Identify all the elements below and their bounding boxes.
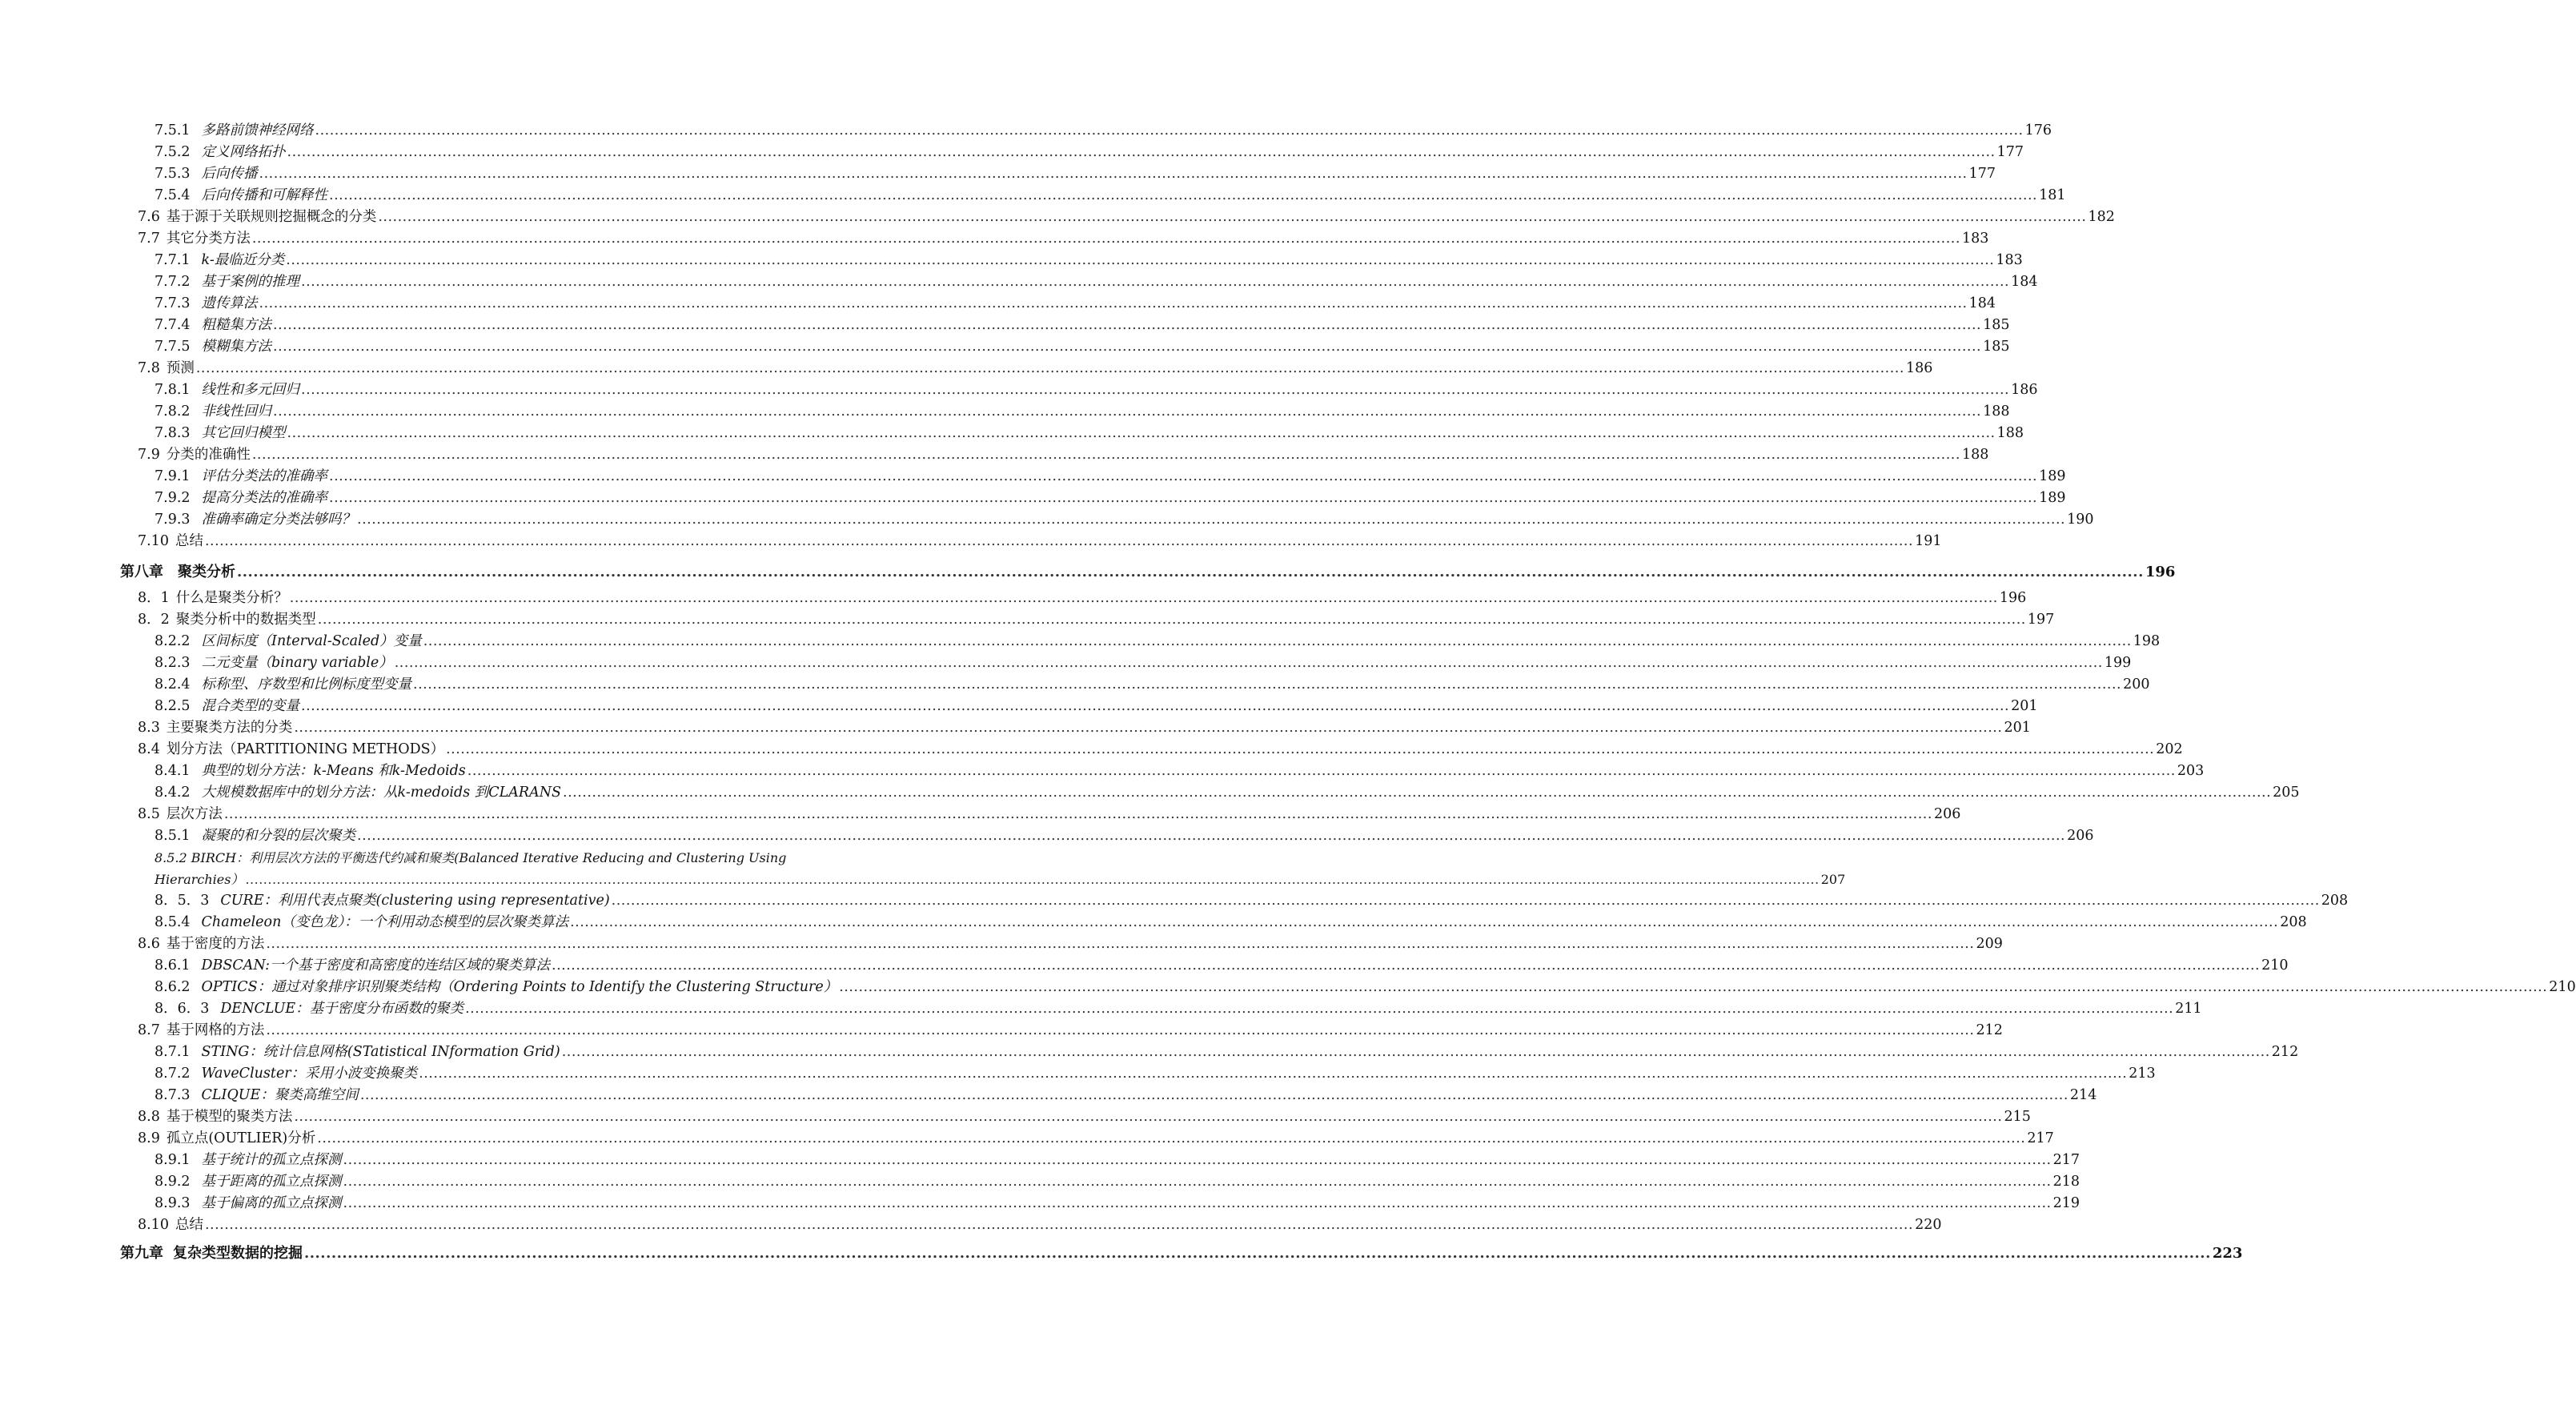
dot-leader — [266, 1020, 1974, 1042]
dot-leader — [378, 207, 2086, 228]
entry-title: 准确率确定分类法够吗？ — [201, 512, 356, 528]
entry-number: 7.5.1 — [154, 122, 191, 138]
toc-entry[interactable] — [120, 782, 2300, 804]
chapter-number: 第九章 — [120, 1245, 163, 1262]
dot-leader — [467, 761, 2176, 782]
page-number: 212 — [2271, 1044, 2299, 1060]
toc-entry[interactable] — [120, 185, 2066, 207]
entry-title: STING：统计信息网格(STatistical INformation Grid) — [201, 1044, 560, 1060]
entry-title: 提高分类法的准确率 — [201, 490, 328, 506]
toc-entry[interactable] — [120, 825, 2094, 847]
entry-title: 孤立点(OUTLIER)分析 — [166, 1130, 316, 1146]
entry-title: 后向传播 — [201, 166, 258, 182]
page-number: 183 — [1961, 231, 1989, 247]
entry-number: 8.4.1 — [154, 763, 191, 779]
entry-title: 定义网络拓扑 — [201, 144, 286, 160]
toc-entry[interactable] — [120, 890, 2349, 912]
entry-title: 层次方法 — [166, 806, 223, 822]
page-number: 188 — [1961, 447, 1989, 463]
page-number: 212 — [1976, 1022, 2003, 1038]
entry-number: 8.8 — [138, 1109, 160, 1125]
page-number: 220 — [1915, 1217, 1942, 1233]
entry-number: 8.9.1 — [154, 1152, 191, 1168]
page-number: 206 — [2067, 828, 2094, 844]
dot-leader — [286, 250, 1994, 271]
entry-title: 预测 — [166, 360, 195, 376]
page-number: 219 — [2052, 1195, 2080, 1211]
entry-title: 评估分类法的准确率 — [201, 468, 328, 484]
entry-title: CLIQUE：聚类高维空间 — [201, 1087, 359, 1103]
toc-entry[interactable] — [120, 1085, 2097, 1106]
entry-title: 其它分类方法 — [166, 231, 251, 247]
page-number: 217 — [2027, 1130, 2054, 1146]
page-number: 185 — [1983, 339, 2010, 355]
page-number: 206 — [1933, 806, 1961, 822]
entry-title: 基于距离的孤立点探测 — [201, 1174, 342, 1190]
page-number: 181 — [2039, 187, 2066, 203]
toc-group-chapter8-part2 — [120, 890, 2576, 1236]
entry-number: 8.6 — [138, 936, 160, 952]
toc-entry[interactable] — [120, 466, 2066, 488]
page-number: 182 — [2088, 209, 2115, 225]
toc-entry[interactable] — [120, 1193, 2080, 1214]
entry-title: CURE：利用代表点聚类(clustering using representative) — [220, 893, 610, 909]
toc-entry[interactable] — [120, 717, 2031, 739]
dot-leader — [287, 142, 1996, 163]
page-number: 197 — [2027, 612, 2055, 628]
entry-title: 粗糙集方法 — [201, 317, 272, 333]
table-of-contents — [120, 120, 2576, 1269]
entry-number: 8.5.1 — [154, 828, 191, 844]
toc-entry[interactable] — [120, 1128, 2054, 1150]
entry-title: 总结 — [175, 533, 203, 549]
entry-number: 8.7.3 — [154, 1087, 191, 1103]
dot-leader — [237, 556, 2144, 588]
entry-title: 基于网格的方法 — [166, 1022, 265, 1038]
dot-leader — [562, 1042, 2270, 1063]
entry-title: 划分方法（PARTITIONING METHODS） — [166, 741, 445, 757]
entry-title: 大规模数据库中的划分方法：从k-medoids 到CLARANS — [201, 785, 562, 801]
entry-number: 8.6.1 — [154, 957, 191, 973]
page-number: 205 — [2273, 785, 2300, 801]
page-number: 223 — [2212, 1245, 2243, 1262]
entry-number: 8.7 — [138, 1022, 160, 1038]
entry-title: 主要聚类方法的分类 — [166, 720, 293, 736]
entry-title: 基于密度的方法 — [166, 936, 265, 952]
toc-entry[interactable] — [120, 163, 1996, 185]
dot-leader — [343, 1150, 2052, 1171]
entry-number: 8.2.4 — [154, 676, 191, 692]
dot-leader — [318, 609, 2026, 631]
entry-title: 混合类型的变量 — [201, 698, 300, 714]
dot-leader — [357, 509, 2065, 531]
toc-entry[interactable] — [120, 631, 2161, 652]
page-number: 185 — [1983, 317, 2010, 333]
page-number: 203 — [2177, 763, 2205, 779]
page-number: 215 — [2004, 1109, 2031, 1125]
page-number: 210 — [2549, 979, 2576, 995]
toc-chapter-8[interactable] — [120, 556, 2176, 588]
page-number: 213 — [2129, 1066, 2156, 1082]
entry-title: 模糊集方法 — [201, 339, 272, 355]
toc-entry[interactable] — [120, 358, 1933, 379]
entry-number: 8.6.2 — [154, 979, 191, 995]
toc-entry[interactable] — [120, 228, 1989, 250]
page-number: 214 — [2069, 1087, 2097, 1103]
toc-entry[interactable] — [120, 120, 2052, 142]
dot-leader — [301, 271, 2009, 293]
toc-entry-8-5-2[interactable] — [120, 847, 1846, 890]
entry-title: 后向传播和可解释性 — [201, 187, 328, 203]
toc-group-chapter7 — [120, 120, 2115, 552]
entry-number: 7.10 — [138, 533, 169, 549]
toc-entry[interactable] — [120, 509, 2094, 531]
toc-entry[interactable] — [120, 423, 2024, 444]
dot-leader — [301, 696, 2009, 717]
page-number: 218 — [2052, 1174, 2080, 1190]
dot-leader — [245, 869, 1819, 890]
page-number: 201 — [2011, 698, 2038, 714]
entry-title: 基于模型的聚类方法 — [166, 1109, 293, 1125]
dot-leader — [273, 315, 1981, 336]
entry-number: 8.4.2 — [154, 785, 191, 801]
entry-title: 非线性回归 — [201, 403, 272, 419]
dot-leader — [329, 466, 2037, 488]
page-number: 200 — [2123, 676, 2150, 692]
entry-title: k-最临近分类 — [201, 252, 285, 268]
page-number: 191 — [1915, 533, 1942, 549]
page-number: 202 — [2156, 741, 2183, 757]
toc-entry[interactable] — [120, 315, 2010, 336]
entry-number: 8．6．3 — [154, 1001, 210, 1017]
entry-number: 8．2 — [138, 612, 170, 628]
entry-number: 8．1 — [138, 590, 170, 606]
toc-entry[interactable] — [120, 1214, 1942, 1236]
page-number: 190 — [2067, 512, 2094, 528]
dot-leader — [465, 998, 2173, 1020]
toc-chapter-9[interactable] — [120, 1238, 2243, 1269]
chapter-title: 聚类分析 — [178, 564, 235, 580]
dot-leader — [252, 228, 1960, 250]
entry-number: 7.7.4 — [154, 317, 191, 333]
toc-entry[interactable] — [120, 933, 2003, 955]
page-number: 208 — [2280, 914, 2307, 930]
toc-entry[interactable] — [120, 674, 2150, 696]
toc-entry[interactable] — [120, 609, 2055, 631]
toc-entry[interactable] — [120, 379, 2038, 401]
entry-number: 7.7 — [138, 231, 160, 247]
dot-leader — [205, 1214, 1913, 1236]
dot-leader — [552, 955, 2260, 977]
entry-number: 8.9.2 — [154, 1174, 191, 1190]
toc-group-chapter8-part1 — [120, 588, 2300, 847]
dot-leader — [301, 379, 2009, 401]
toc-entry[interactable] — [120, 652, 2132, 674]
page-number: 189 — [2039, 468, 2066, 484]
dot-leader — [343, 1193, 2052, 1214]
toc-entry[interactable] — [120, 1063, 2156, 1085]
toc-entry[interactable] — [120, 444, 1989, 466]
entry-title: 基于偏离的孤立点探测 — [201, 1195, 342, 1211]
entry-number: 7.7.5 — [154, 339, 191, 355]
toc-entry[interactable] — [120, 531, 1942, 552]
entry-title-line1: 8.5.2 BIRCH：利用层次方法的平衡迭代约减和聚类(Balanced Iterative Reducing and Clustering Using — [154, 850, 787, 865]
page-number: 211 — [2175, 1001, 2202, 1017]
entry-title: 其它回归模型 — [201, 425, 286, 441]
page-number: 189 — [2039, 490, 2066, 506]
toc-entry[interactable] — [120, 696, 2038, 717]
toc-entry[interactable] — [120, 761, 2205, 782]
entry-number: 8.9 — [138, 1130, 160, 1146]
entry-number: 7.9.2 — [154, 490, 191, 506]
entry-number: 7.7.2 — [154, 274, 191, 290]
entry-title: 二元变量（binary variable） — [201, 655, 393, 671]
page-number: 186 — [2011, 382, 2038, 398]
dot-leader — [294, 717, 2002, 739]
entry-number: 8.10 — [138, 1217, 169, 1233]
entry-number: 7.9 — [138, 447, 160, 463]
entry-title: Chameleon（变色龙）：一个利用动态模型的层次聚类算法 — [201, 914, 569, 930]
entry-title: 什么是聚类分析？ — [175, 590, 288, 606]
dot-leader — [329, 488, 2037, 509]
toc-entry[interactable] — [120, 207, 2115, 228]
page-number: 184 — [2011, 274, 2038, 290]
dot-leader — [259, 293, 1968, 315]
page-number: 217 — [2052, 1152, 2080, 1168]
entry-number: 8.3 — [138, 720, 160, 736]
toc-entry[interactable] — [120, 955, 2289, 977]
entry-title: DENCLUE：基于密度分布函数的聚类 — [220, 1001, 464, 1017]
dot-leader — [205, 531, 1913, 552]
dot-leader — [259, 163, 1968, 185]
toc-entry[interactable] — [120, 1106, 2031, 1128]
dot-leader — [273, 336, 1981, 358]
page-number: 199 — [2104, 655, 2132, 671]
dot-leader — [419, 1063, 2127, 1085]
entry-number: 8.4 — [138, 741, 160, 757]
entry-title: 总结 — [175, 1217, 203, 1233]
dot-leader — [343, 1171, 2052, 1193]
toc-entry[interactable] — [120, 977, 2576, 998]
dot-leader — [413, 674, 2121, 696]
entry-title: 基于源于关联规则挖掘概念的分类 — [166, 209, 377, 225]
dot-leader — [563, 782, 2271, 804]
dot-leader — [315, 120, 2024, 142]
toc-entry[interactable] — [120, 488, 2066, 509]
entry-number: 8.5.4 — [154, 914, 191, 930]
dot-leader — [290, 588, 1998, 609]
toc-entry[interactable] — [120, 739, 2183, 761]
toc-entry[interactable] — [120, 804, 1961, 825]
entry-number: 7.5.2 — [154, 144, 191, 160]
entry-number: 8.5 — [138, 806, 160, 822]
entry-title: 线性和多元回归 — [201, 382, 300, 398]
page-number: 186 — [1905, 360, 1933, 376]
page-number: 188 — [1996, 425, 2024, 441]
entry-number: 8.9.3 — [154, 1195, 191, 1211]
page-number: 209 — [1976, 936, 2003, 952]
entry-title: 区间标度（Interval-Scaled）变量 — [201, 633, 422, 649]
page-number: 177 — [1996, 144, 2024, 160]
page-number: 176 — [2024, 122, 2052, 138]
entry-title: WaveCluster：采用小波变换聚类 — [201, 1066, 418, 1082]
toc-entry[interactable] — [120, 998, 2202, 1020]
dot-leader — [329, 185, 2037, 207]
dot-leader — [304, 1238, 2211, 1269]
page-number: 177 — [1968, 166, 1996, 182]
toc-entry[interactable] — [120, 1171, 2080, 1193]
dot-leader — [423, 631, 2132, 652]
entry-title: 典型的划分方法：k-Means 和k-Medoids — [201, 763, 466, 779]
entry-number: 7.9.3 — [154, 512, 191, 528]
toc-entry[interactable] — [120, 1150, 2080, 1171]
chapter-number: 第八章 — [120, 564, 163, 580]
dot-leader — [360, 1085, 2068, 1106]
entry-title: 多路前馈神经网络 — [201, 122, 314, 138]
dot-leader — [317, 1128, 2025, 1150]
entry-title: 遗传算法 — [201, 295, 258, 311]
page-number: 208 — [2321, 893, 2349, 909]
toc-entry[interactable] — [120, 293, 1996, 315]
dot-leader — [570, 912, 2278, 933]
page-number: 207 — [1820, 872, 1846, 887]
toc-entry[interactable] — [120, 336, 2010, 358]
toc-entry[interactable] — [120, 250, 2023, 271]
entry-number: 7.5.3 — [154, 166, 191, 182]
toc-entry[interactable] — [120, 1042, 2299, 1063]
page-number: 210 — [2261, 957, 2289, 973]
toc-entry[interactable] — [120, 912, 2307, 933]
entry-title: 标称型、序数型和比例标度型变量 — [201, 676, 412, 692]
dot-leader — [294, 1106, 2002, 1128]
page-number: 188 — [1983, 403, 2010, 419]
entry-number: 7.9.1 — [154, 468, 191, 484]
toc-entry[interactable] — [120, 1020, 2003, 1042]
page-number: 184 — [1968, 295, 1996, 311]
page-number: 198 — [2133, 633, 2161, 649]
toc-entry[interactable] — [120, 588, 2027, 609]
entry-title: DBSCAN:一个基于密度和高密度的连结区域的聚类算法 — [201, 957, 551, 973]
entry-number: 8.2.5 — [154, 698, 191, 714]
dot-leader — [224, 804, 1932, 825]
entry-number: 8.7.1 — [154, 1044, 191, 1060]
dot-leader — [446, 739, 2154, 761]
dot-leader — [357, 825, 2065, 847]
page-number: 196 — [2145, 564, 2176, 580]
entry-number: 7.6 — [138, 209, 160, 225]
entry-title-line2: Hierarchies） — [154, 872, 244, 887]
toc-entry[interactable] — [120, 271, 2038, 293]
entry-number: 7.8.3 — [154, 425, 191, 441]
entry-number: 7.8 — [138, 360, 160, 376]
dot-leader — [252, 444, 1960, 466]
toc-entry[interactable] — [120, 401, 2010, 423]
entry-title: 聚类分析中的数据类型 — [175, 612, 316, 628]
dot-leader — [266, 933, 1974, 955]
dot-leader — [196, 358, 1904, 379]
entry-number: 7.7.1 — [154, 252, 191, 268]
dot-leader — [839, 977, 2547, 998]
dot-leader — [273, 401, 1981, 423]
entry-number: 7.8.2 — [154, 403, 191, 419]
entry-title: 分类的准确性 — [166, 447, 251, 463]
dot-leader — [395, 652, 2103, 674]
chapter-title: 复杂类型数据的挖掘 — [173, 1245, 303, 1262]
entry-number: 8．5．3 — [154, 893, 210, 909]
dot-leader — [287, 423, 1996, 444]
dot-leader — [612, 890, 2320, 912]
page-number: 201 — [2004, 720, 2031, 736]
entry-number: 8.2.3 — [154, 655, 191, 671]
entry-number: 8.7.2 — [154, 1066, 191, 1082]
entry-title: OPTICS：通过对象排序识别聚类结构（Ordering Points to Identify the Clustering Structure） — [201, 979, 838, 995]
toc-entry[interactable] — [120, 142, 2024, 163]
entry-number: 8.2.2 — [154, 633, 191, 649]
page-number: 183 — [1996, 252, 2023, 268]
page-number: 196 — [1999, 590, 2027, 606]
entry-number: 7.7.3 — [154, 295, 191, 311]
entry-number: 7.8.1 — [154, 382, 191, 398]
entry-title: 基于案例的推理 — [201, 274, 300, 290]
entry-number: 7.5.4 — [154, 187, 191, 203]
entry-title: 基于统计的孤立点探测 — [201, 1152, 342, 1168]
entry-title: 凝聚的和分裂的层次聚类 — [201, 828, 356, 844]
